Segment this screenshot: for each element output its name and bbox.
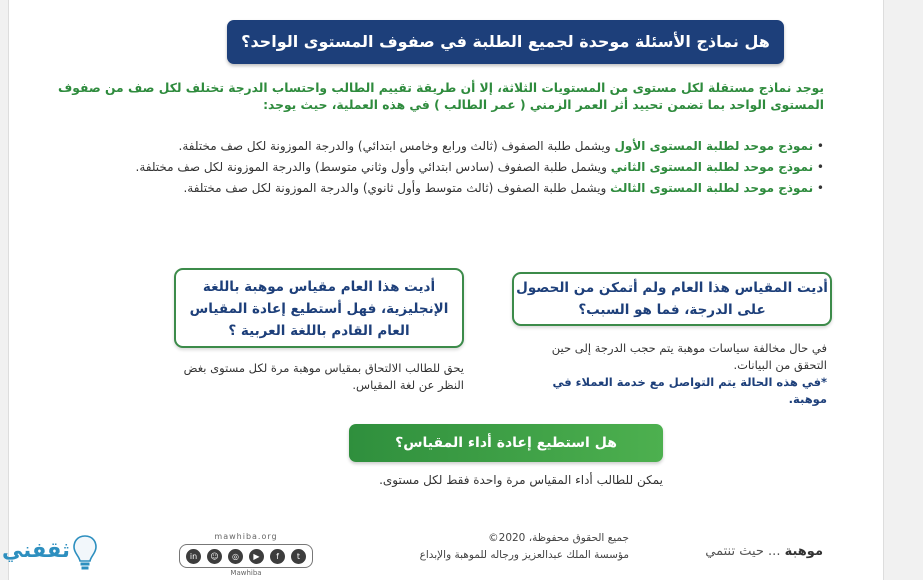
bullet-lead: نموذج موحد لطلبة المستوى الثالث <box>610 181 814 195</box>
organization-name: مؤسسة الملك عبدالعزيز ورجاله للموهبة والإبداع <box>419 549 629 561</box>
bullet-lead: نموذج موحد لطلبة المستوى الأول <box>614 139 814 153</box>
question-text: هل استطيع إعادة أداء المقياس؟ <box>395 435 617 451</box>
bullet-lead: نموذج موحد لطلبة المستوى الثاني <box>610 160 814 174</box>
list-item: • نموذج موحد لطلبة المستوى الثالث ويشمل طلبة الصفوف (ثالث متوسط وأول ثانوي) والدرجة الموزونة لكل صف مختلفة. <box>183 181 824 195</box>
watermark-text: ثقفني <box>2 538 70 562</box>
answer-language: يحق للطالب الالتحاق بمقياس موهبة مرة لكل مستوى بغض النظر عن لغة المقياس. <box>183 361 464 392</box>
youtube-icon[interactable]: ▶ <box>249 549 264 564</box>
snapchat-icon[interactable]: ☺ <box>207 549 222 564</box>
question-box-score <box>512 272 832 326</box>
lightbulb-icon <box>72 534 98 572</box>
list-item: • نموذج موحد لطلبة المستوى الأول ويشمل طلبة الصفوف (ثالث ورابع وخامس ابتدائي) والدرجة الموزونة لكل صف مختلفة. <box>178 139 824 153</box>
answer-score <box>517 340 827 408</box>
copyright-text: جميع الحقوق محفوظة، 2020© <box>488 532 629 544</box>
answer-note: *في هذه الحالة يتم التواصل مع خدمة العملاء في موهبة. <box>552 375 827 406</box>
question-banner-retake <box>349 424 663 462</box>
logo-tagline: ... حيث تنتمي <box>705 544 781 559</box>
social-icons-bar <box>179 544 313 568</box>
mawhiba-logo <box>673 544 823 559</box>
footer-rights <box>379 530 629 564</box>
bullet-text: ويشمل طلبة الصفوف (سادس ابتدائي وأول وثاني متوسط) والدرجة الموزونة لكل صف مختلفة. <box>135 160 611 174</box>
social-handle: Mawhiba <box>230 569 262 577</box>
bullet-text: ويشمل طلبة الصفوف (ثالث متوسط وأول ثانوي) والدرجة الموزونة لكل صف مختلفة. <box>183 181 611 195</box>
bullet-text: ويشمل طلبة الصفوف (ثالث ورابع وخامس ابتدائي) والدرجة الموزونة لكل صف مختلفة. <box>178 139 615 153</box>
twitter-icon[interactable]: t <box>291 549 306 564</box>
question-text: أديت هذا العام مقياس موهبة باللغة الإنجليزية، فهل أستطيع إعادة المقياس العام القادم باللغة العربية ؟ <box>189 279 449 339</box>
website-url[interactable]: mawhiba.org <box>214 532 278 541</box>
social-links <box>179 532 313 577</box>
instagram-icon[interactable]: ◎ <box>228 549 243 564</box>
question-box-language <box>174 268 464 348</box>
header-banner <box>227 20 784 64</box>
intro-paragraph: يوجد نماذج مستقلة لكل مستوى من المستويات الثلاثة، إلا أن طريقة تقييم الطالب واحتساب الدرجة تختلف لكل صف من صفوف المستوى الواحد بما تضمن تحييد أثر العمر الزمني ( عمر الطالب ) في هذه العملية، حيث يوجد: <box>57 81 824 112</box>
list-item: • نموذج موحد لطلبة المستوى الثاني ويشمل طلبة الصفوف (سادس ابتدائي وأول وثاني متوسط) والدرجة الموزونة لكل صف مختلفة. <box>135 160 824 174</box>
site-watermark <box>2 534 102 574</box>
answer-retake: يمكن للطالب أداء المقياس مرة واحدة فقط لكل مستوى. <box>379 473 663 487</box>
levels-list <box>49 138 824 201</box>
answer-text: في حال مخالفة سياسات موهبة يتم حجب الدرجة إلى حين التحقق من البيانات. <box>551 341 827 372</box>
question-text: أديت المقياس هذا العام ولم أتمكن من الحصول على الدرجة، فما هو السبب؟ <box>516 280 828 318</box>
facebook-icon[interactable]: f <box>270 549 285 564</box>
logo-brand: موهبة <box>784 544 823 559</box>
header-title: هل نماذج الأسئلة موحدة لجميع الطلبة في صفوف المستوى الواحد؟ <box>241 32 770 51</box>
linkedin-icon[interactable]: in <box>186 549 201 564</box>
document-page <box>8 0 884 580</box>
